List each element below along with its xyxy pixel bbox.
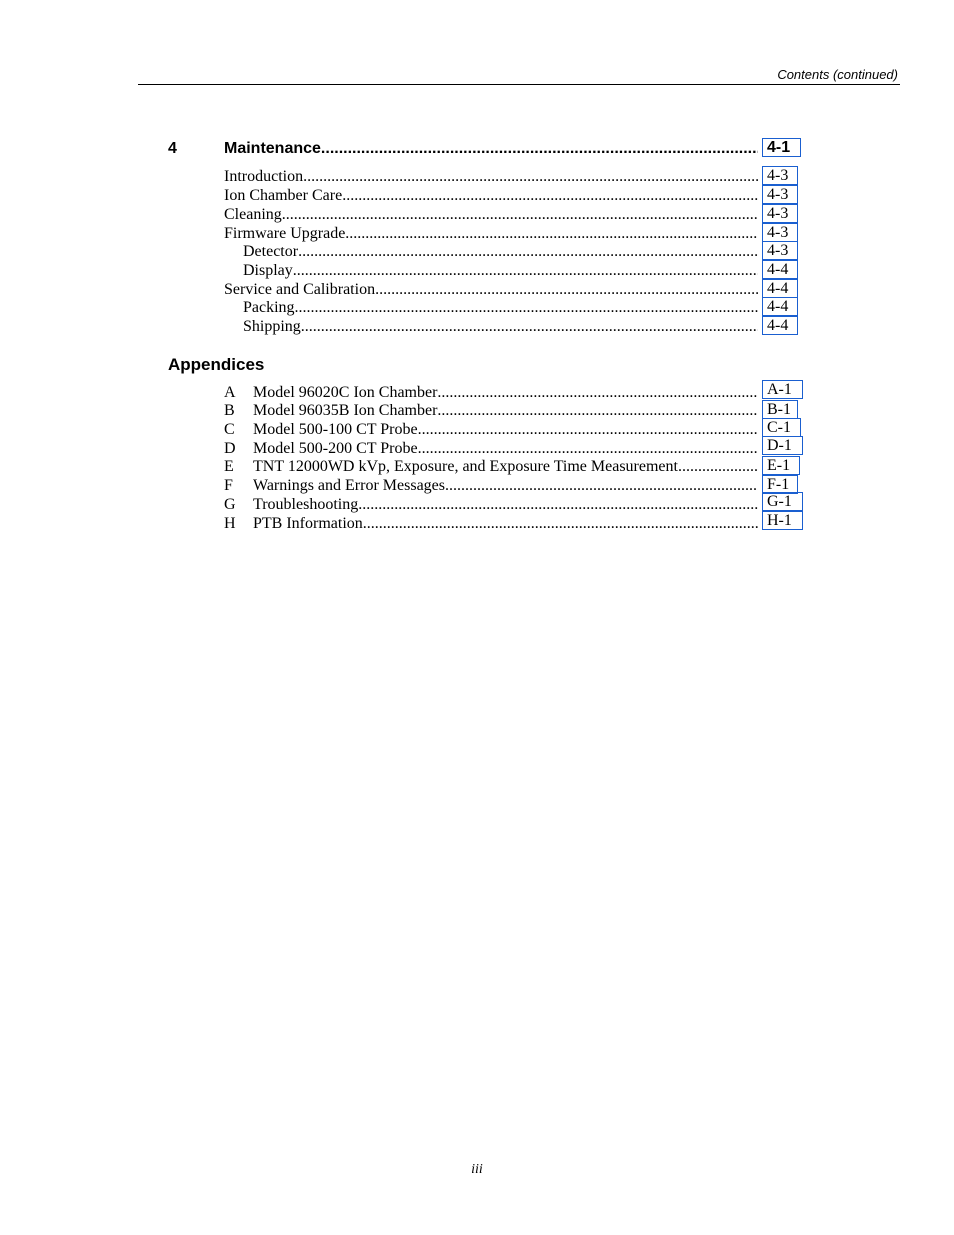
appendix-title: Warnings and Error Messages [253, 477, 445, 494]
chapter-title: Maintenance [224, 140, 321, 157]
toc-appendix-c [253, 420, 758, 439]
dot-leader [295, 298, 758, 317]
page-link-appendix-d[interactable]: D-1 [762, 436, 803, 455]
appendices-heading: Appendices [168, 355, 265, 374]
appendix-title: TNT 12000WD kVp, Exposure, and Exposure Time Measurement [253, 458, 678, 475]
toc-appendix-g [253, 495, 758, 514]
appendix-title: Model 500-200 CT Probe [253, 440, 418, 457]
appendix-letter: C [224, 421, 235, 438]
dot-leader [342, 186, 758, 205]
appendix-letter: F [224, 477, 233, 494]
toc-entry-packing [243, 298, 758, 317]
appendix-letter: H [224, 515, 236, 532]
toc-chapter-row [224, 139, 758, 158]
page-link-appendix-b[interactable]: B-1 [762, 400, 798, 419]
appendix-letter: B [224, 402, 235, 419]
toc-entry-label: Display [243, 262, 293, 279]
dot-leader [298, 242, 758, 261]
chapter-page-link[interactable]: 4-1 [762, 138, 801, 157]
toc-entry-display [243, 261, 758, 280]
dot-leader [321, 139, 758, 158]
appendix-title: PTB Information [253, 515, 363, 532]
toc-appendix-b [253, 401, 758, 420]
page-link-ion-chamber-care[interactable]: 4-3 [762, 185, 798, 204]
toc-entry-label: Cleaning [224, 206, 282, 223]
toc-entry-label: Service and Calibration [224, 281, 376, 298]
toc-entry-introduction [224, 167, 758, 186]
toc-entry-label: Introduction [224, 168, 304, 185]
page-link-service-calibration[interactable]: 4-4 [762, 279, 798, 298]
toc-entry-label: Firmware Upgrade [224, 225, 346, 242]
dot-leader [375, 280, 758, 299]
toc-entry-service-calibration [224, 280, 758, 299]
page-link-firmware-upgrade[interactable]: 4-3 [762, 223, 798, 242]
header-rule [138, 84, 900, 85]
dot-leader [418, 420, 758, 439]
appendix-title: Troubleshooting [253, 496, 359, 513]
toc-entry-label: Packing [243, 299, 295, 316]
page-link-shipping[interactable]: 4-4 [762, 316, 798, 335]
dot-leader [445, 476, 758, 495]
appendix-title: Model 96035B Ion Chamber [253, 402, 438, 419]
toc-entry-ion-chamber-care [224, 186, 758, 205]
page-link-packing[interactable]: 4-4 [762, 297, 798, 316]
appendix-letter: G [224, 496, 236, 513]
dot-leader [678, 457, 758, 476]
page-link-appendix-e[interactable]: E-1 [762, 456, 800, 475]
toc-appendix-e [253, 457, 758, 476]
toc-appendix-a [253, 383, 758, 402]
appendix-letter: E [224, 458, 234, 475]
dot-leader [282, 205, 758, 224]
dot-leader [345, 224, 758, 243]
toc-appendix-f [253, 476, 758, 495]
dot-leader [418, 439, 758, 458]
page-link-cleaning[interactable]: 4-3 [762, 204, 798, 223]
page-number: iii [471, 1162, 483, 1177]
page-link-detector[interactable]: 4-3 [762, 241, 798, 260]
dot-leader [437, 383, 758, 402]
page-link-appendix-h[interactable]: H-1 [762, 511, 803, 530]
appendix-title: Model 500-100 CT Probe [253, 421, 418, 438]
dot-leader [301, 317, 758, 336]
toc-entry-firmware-upgrade [224, 224, 758, 243]
page-link-appendix-a[interactable]: A-1 [762, 380, 803, 399]
page-link-appendix-f[interactable]: F-1 [762, 475, 798, 494]
toc-appendix-d [253, 439, 758, 458]
page-link-introduction[interactable]: 4-3 [762, 166, 798, 185]
toc-entry-label: Ion Chamber Care [224, 187, 343, 204]
toc-entry-label: Detector [243, 243, 299, 260]
page-link-appendix-c[interactable]: C-1 [762, 418, 801, 437]
toc-entry-cleaning [224, 205, 758, 224]
running-header: Contents (continued) [777, 67, 898, 82]
toc-entry-detector [243, 242, 758, 261]
toc-appendix-h [253, 514, 758, 533]
dot-leader [358, 495, 758, 514]
dot-leader [437, 401, 758, 420]
dot-leader [293, 261, 758, 280]
toc-entry-shipping [243, 317, 758, 336]
appendix-letter: D [224, 440, 236, 457]
dot-leader [303, 167, 758, 186]
page-link-appendix-g[interactable]: G-1 [762, 492, 803, 511]
dot-leader [363, 514, 758, 533]
toc-entry-label: Shipping [243, 318, 301, 335]
appendix-letter: A [224, 384, 236, 401]
page-link-display[interactable]: 4-4 [762, 260, 798, 279]
appendix-title: Model 96020C Ion Chamber [253, 384, 438, 401]
chapter-number: 4 [168, 140, 177, 157]
